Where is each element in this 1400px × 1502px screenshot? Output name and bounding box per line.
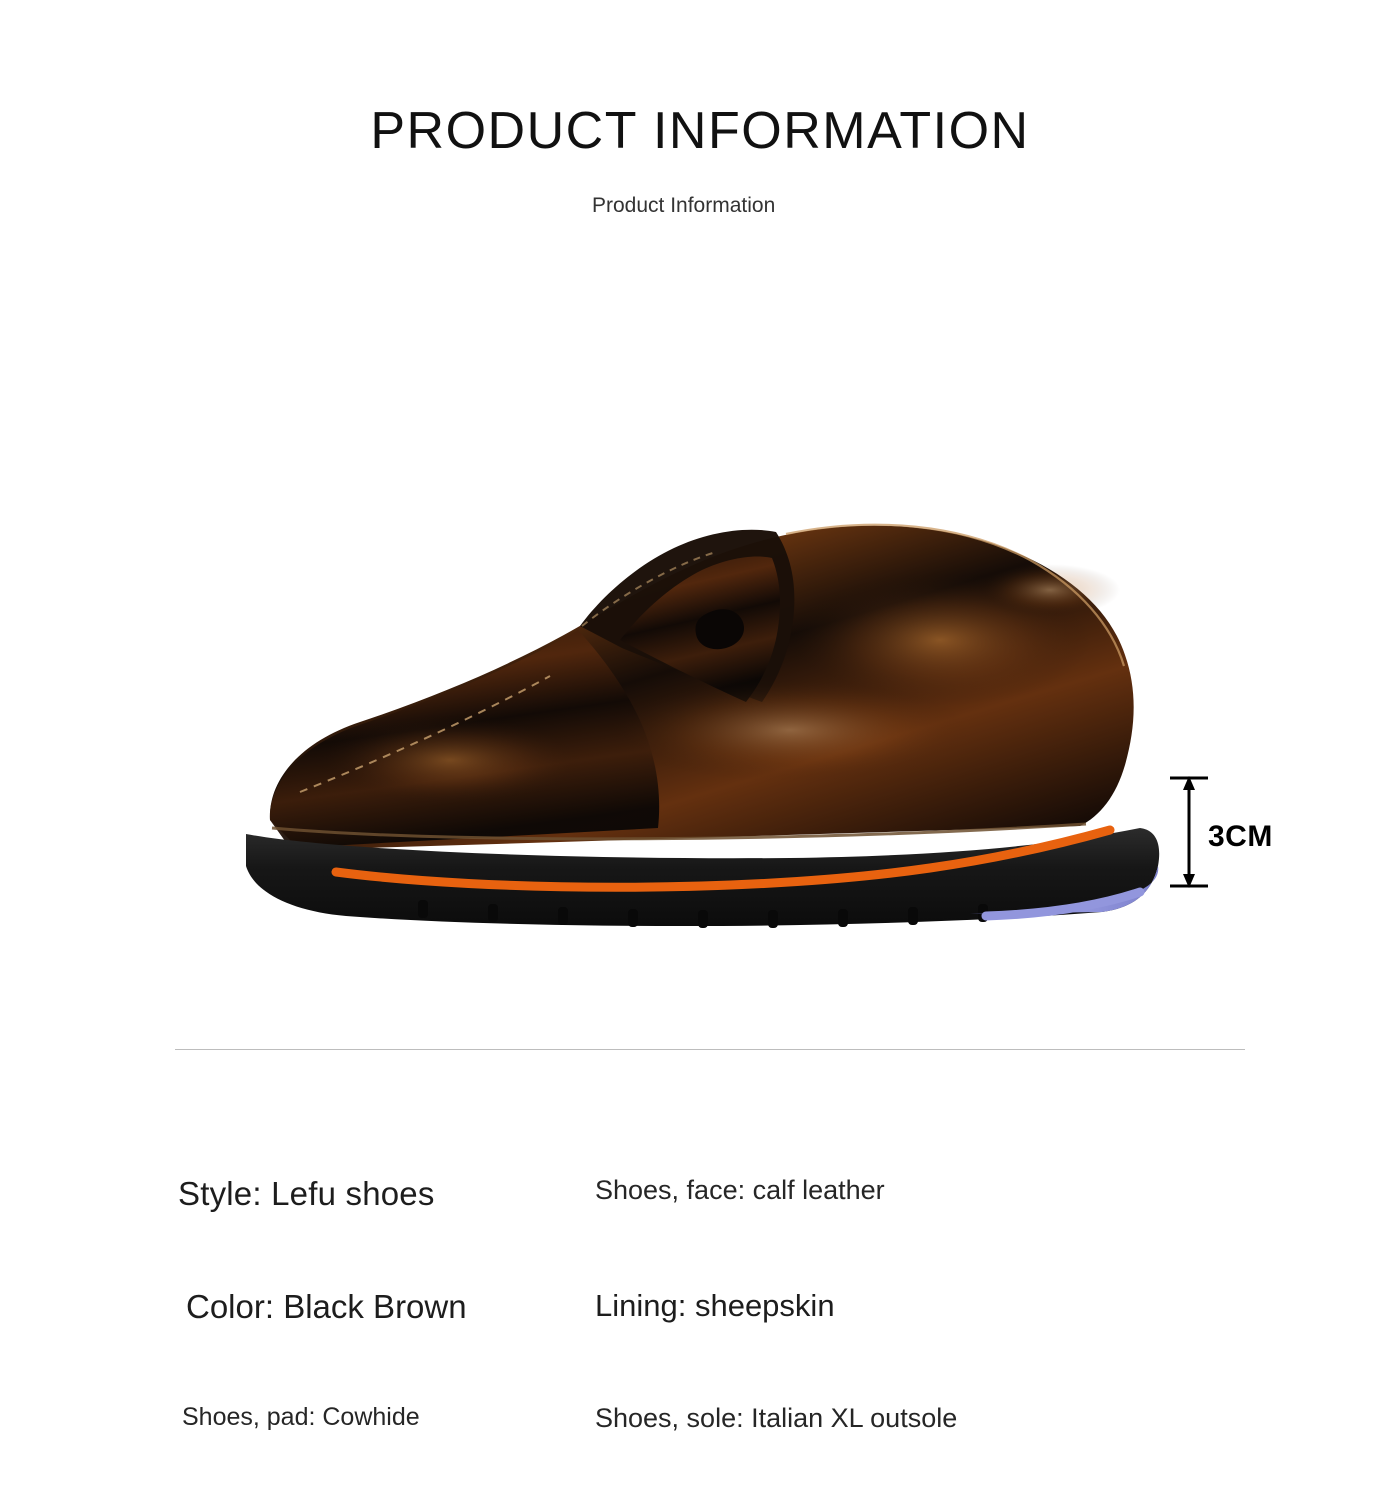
product-image bbox=[150, 430, 1270, 990]
shoe-illustration bbox=[150, 430, 1270, 990]
spec-list bbox=[0, 1175, 1400, 1483]
spec-pad-text: Shoes, pad: Cowhide bbox=[182, 1403, 420, 1431]
spec-cell-color bbox=[0, 1288, 595, 1403]
spec-lining-text: Lining: sheepskin bbox=[595, 1288, 835, 1323]
spec-sole-text: Shoes, sole: Italian XL outsole bbox=[595, 1403, 958, 1433]
upper-highlight-mid bbox=[610, 678, 970, 782]
spec-cell-pad bbox=[0, 1403, 595, 1483]
spec-row bbox=[0, 1403, 1400, 1483]
spec-cell-sole bbox=[595, 1403, 1400, 1483]
spec-cell-face bbox=[595, 1175, 1400, 1288]
spec-row bbox=[0, 1175, 1400, 1288]
spec-row bbox=[0, 1288, 1400, 1403]
spec-face-text: Shoes, face: calf leather bbox=[595, 1175, 885, 1205]
page-subtitle: Product Information bbox=[592, 194, 776, 217]
page-title: PRODUCT INFORMATION bbox=[370, 102, 1030, 160]
spec-style-text: Style: Lefu shoes bbox=[178, 1175, 435, 1212]
spec-color-text: Color: Black Brown bbox=[186, 1288, 467, 1325]
upper-highlight-toe bbox=[320, 716, 580, 804]
section-divider bbox=[175, 1049, 1245, 1050]
spec-cell-style bbox=[0, 1175, 595, 1288]
height-measurement-label: 3CM bbox=[1208, 820, 1273, 853]
spec-cell-lining bbox=[595, 1288, 1400, 1403]
